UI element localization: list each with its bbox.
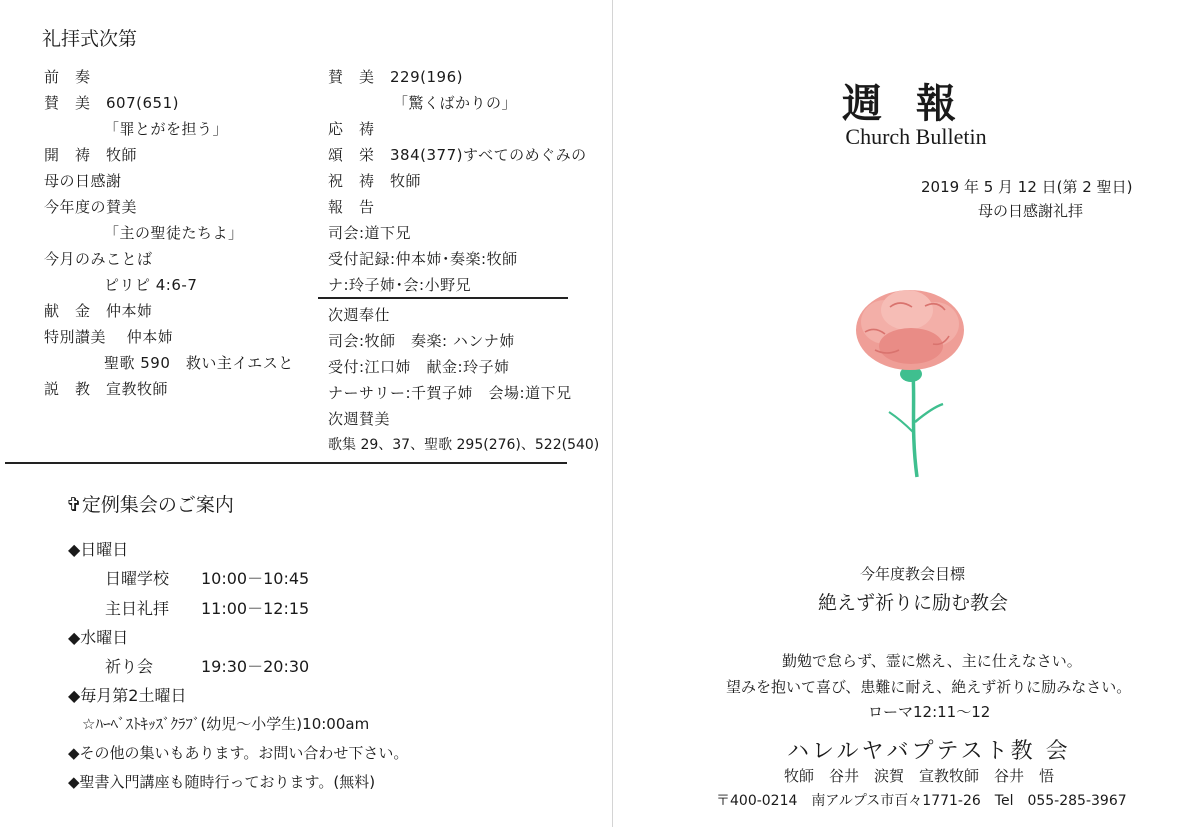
bulletin-title: 週報	[842, 80, 990, 127]
order-item: ピリピ 4:6-7	[104, 276, 198, 294]
order-item: 開 祷 牧師	[44, 146, 138, 164]
order-item: ナ:玲子姉･会:小野兄	[328, 276, 472, 294]
order-item: 献 金 仲本姉	[44, 302, 153, 320]
verse-reference: ローマ12:11～12	[868, 703, 991, 721]
order-item: 報 告	[328, 198, 375, 216]
order-item: 応 祷	[328, 120, 375, 138]
next-week-item: 次週奉仕	[328, 306, 391, 324]
church-name: ハレルヤバプテスト教 会	[787, 739, 1071, 764]
meeting-item: 主日礼拝 11:00－12:15	[105, 599, 310, 618]
meeting-day: ◆水曜日	[68, 628, 129, 647]
order-item: 特別讃美 仲本姉	[44, 328, 174, 346]
order-item: 今月のみことば	[44, 250, 153, 268]
goal-label: 今年度教会目標	[860, 565, 966, 583]
meeting-day: ◆毎月第2土曜日	[68, 686, 187, 705]
order-item: 「主の聖徒たちよ」	[104, 224, 244, 242]
order-of-worship-heading: 礼拝式次第	[42, 28, 138, 50]
carnation-illustration	[845, 282, 975, 487]
order-item: 聖歌 590 救い主イエスと	[104, 354, 294, 372]
meeting-note: ◆聖書入門講座も随時行っております。(無料)	[68, 773, 376, 791]
verse-line-2: 望みを抱いて喜び、患難に耐え、絶えず祈りに励みなさい。	[726, 678, 1132, 696]
verse-line-1: 勤勉で怠らず、霊に燃え、主に仕えなさい。	[782, 652, 1082, 670]
page-fold	[612, 0, 613, 827]
order-item: 賛 美 607(651)	[44, 94, 179, 112]
service-name: 母の日感謝礼拝	[978, 202, 1084, 220]
carnation-stem	[889, 366, 943, 477]
next-week-item: ナーサリー:千賀子姉 会場:道下兄	[328, 384, 572, 402]
bulletin-subtitle: Church Bulletin	[845, 124, 987, 149]
order-item: 「驚くばかりの」	[393, 94, 518, 112]
meeting-item: 日曜学校 10:00－10:45	[105, 569, 310, 588]
next-week-item: 次週賛美	[328, 410, 391, 428]
meeting-day: ◆日曜日	[68, 540, 129, 559]
church-goal: 絶えず祈りに励む教会	[818, 592, 1009, 614]
church-address: 〒400-0214 南アルプス市百々1771-26 Tel 055-285-3967	[716, 793, 1127, 809]
service-date: 2019 年 5 月 12 日(第 2 聖日)	[921, 178, 1133, 196]
meeting-item: ☆ﾊｰﾍﾞｽﾄｷｯｽﾞｸﾗﾌﾞ(幼児～小学生)10:00am	[82, 715, 370, 733]
order-item: 司会:道下兄	[328, 224, 412, 242]
order-item: 「罪とがを担う」	[104, 120, 229, 138]
order-item: 受付記録:仲本姉･奏楽:牧師	[328, 250, 518, 268]
next-week-item: 司会:牧師 奏楽: ハンナ姉	[328, 332, 515, 350]
order-item: 説 教 宣教牧師	[44, 380, 169, 398]
pastors: 牧師 谷井 涙賀 宣教牧師 谷井 悟	[784, 767, 1055, 785]
next-week-item: 受付:江口姉 献金:玲子姉	[328, 358, 510, 376]
section-divider	[5, 462, 567, 464]
order-item: 前 奏	[44, 68, 91, 86]
next-week-item: 歌集 29、37、聖歌 295(276)、522(540)	[328, 437, 600, 453]
next-week-divider	[318, 297, 568, 299]
order-item: 今年度の賛美	[44, 198, 138, 216]
order-item: 祝 祷 牧師	[328, 172, 422, 190]
meeting-note: ◆その他の集いもあります。お問い合わせ下さい。	[68, 744, 409, 762]
order-item: 賛 美 229(196)	[328, 68, 463, 86]
order-item: 母の日感謝	[44, 172, 122, 190]
carnation-petals	[856, 290, 964, 370]
order-item: 頌 栄 384(377)すべてのめぐみの	[328, 146, 587, 164]
meetings-heading: ✞定例集会のご案内	[66, 494, 234, 516]
meeting-item: 祈り会 19:30－20:30	[105, 657, 310, 676]
